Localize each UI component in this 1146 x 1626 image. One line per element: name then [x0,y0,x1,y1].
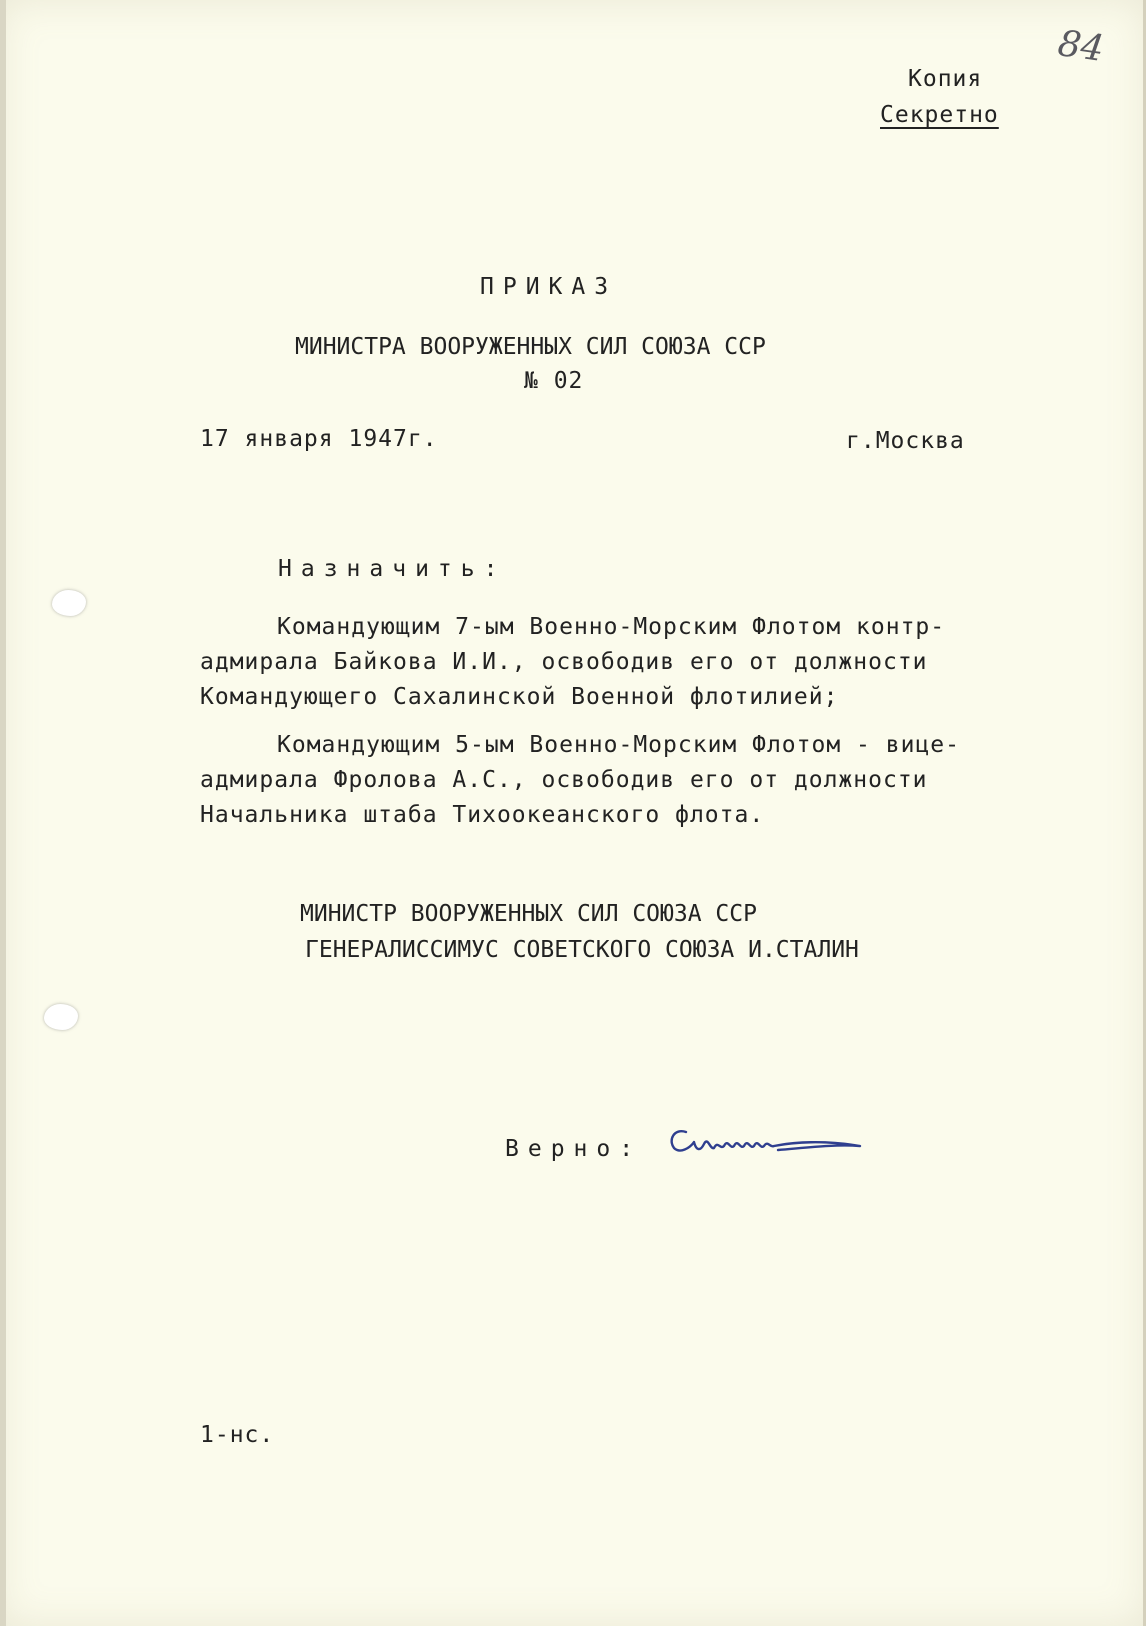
order-number: № 02 [524,368,584,394]
para1-line3: Командующего Сахалинской Военной флотилией; [200,684,839,710]
para1-line1: Командующим 7-ым Военно-Морским Флотом контр- [277,614,946,640]
page-edge-left [0,0,6,1626]
para1-line2: адмирала Байкова И.И., освободив его от должности [200,649,928,675]
document-subtitle: МИНИСТРА ВООРУЖЕННЫХ СИЛ СОЮЗА ССР [295,334,766,360]
punch-hole-bottom [44,1004,78,1030]
para2-line2: адмирала Фролова А.С., освободив его от должности [200,767,928,793]
copy-mark: 1-нс. [200,1422,275,1448]
stamp-copy: Копия [908,66,983,92]
certification-label: Верно: [505,1136,643,1162]
handwritten-signature [664,1118,864,1168]
document-title: ПРИКАЗ [480,274,618,300]
archive-page-number: 84 [1055,23,1107,70]
para2-line1: Командующим 5-ым Военно-Морским Флотом - вице- [277,732,960,758]
signature-title: МИНИСТР ВООРУЖЕННЫХ СИЛ СОЮЗА ССР [300,901,757,927]
stamp-secret: Секретно [880,102,999,128]
order-date: 17 января 1947г. [200,426,438,452]
punch-hole-top [52,590,86,616]
signature-name: ГЕНЕРАЛИССИМУС СОВЕТСКОГО СОЮЗА И.СТАЛИН [305,937,859,963]
order-lead: Назначить: [278,556,507,582]
para2-line3: Начальника штаба Тихоокеанского флота. [200,802,765,828]
order-place: г.Москва [846,428,965,454]
